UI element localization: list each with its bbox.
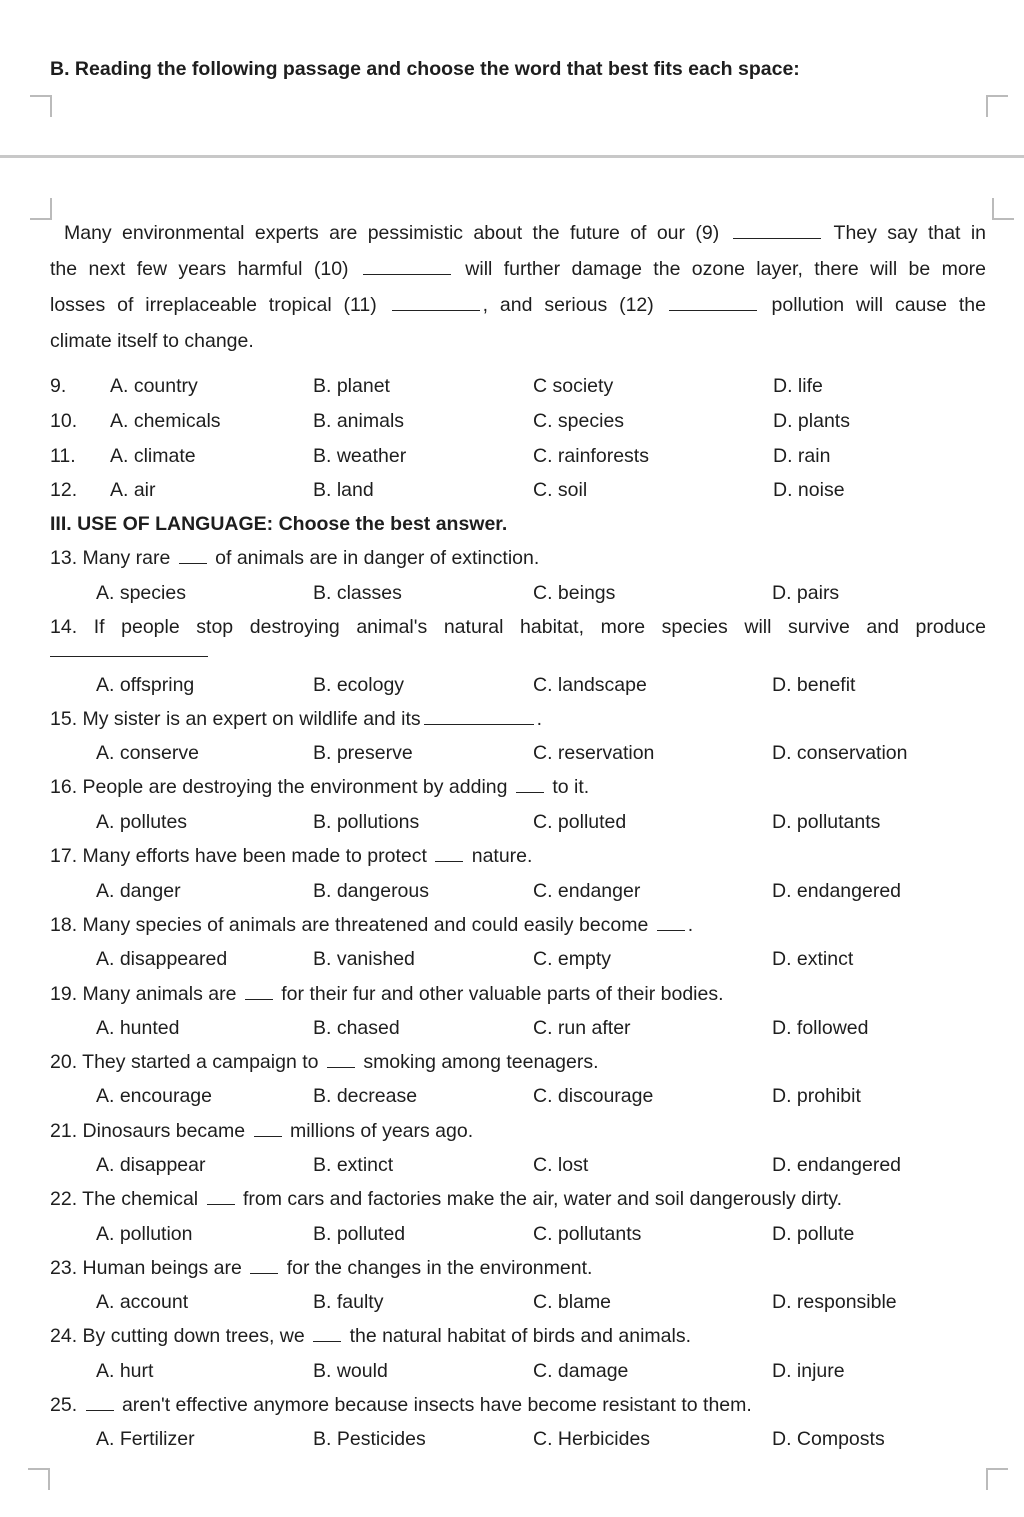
blank-12[interactable] — [669, 310, 757, 311]
option-b[interactable]: B. decrease — [313, 1085, 418, 1107]
crop-corner-mid-left — [30, 198, 52, 220]
stem-text: . — [687, 914, 694, 936]
stem-text: 22. The chemical — [50, 1188, 199, 1210]
crop-corner-top-right — [986, 95, 1008, 117]
option-d[interactable]: D. life — [773, 375, 823, 397]
option-a[interactable]: A. chemicals — [110, 410, 221, 432]
option-c[interactable]: C. lost — [533, 1154, 589, 1176]
stem-text: from cars and factories make the air, water and soil dangerously dirty. — [242, 1188, 842, 1210]
question-stem — [50, 1325, 691, 1348]
stem-text: 15. My sister is an expert on wildlife and its — [50, 708, 421, 730]
passage-line — [50, 294, 986, 317]
option-b[interactable]: B. preserve — [313, 742, 413, 764]
passage-line — [50, 258, 986, 281]
option-b[interactable]: B. land — [313, 479, 374, 501]
blank-9[interactable] — [733, 238, 821, 239]
option-c[interactable]: C. damage — [533, 1360, 629, 1382]
answer-blank[interactable] — [207, 1204, 235, 1205]
option-b[interactable]: B. classes — [313, 582, 402, 604]
option-c[interactable]: C. endanger — [533, 880, 641, 902]
passage-text: the next few years harmful (10) — [50, 258, 349, 280]
option-c[interactable]: C. reservation — [533, 742, 655, 764]
section-b-title: B. Reading the following passage and choose the word that best fits each space: — [50, 58, 800, 80]
option-c[interactable]: C. empty — [533, 948, 612, 970]
question-stem — [50, 914, 693, 937]
option-b[interactable]: B. pollutions — [313, 811, 420, 833]
stem-text: 16. People are destroying the environment by adding — [50, 776, 508, 798]
option-d[interactable]: D. endangered — [772, 1154, 902, 1176]
option-d[interactable]: D. prohibit — [772, 1085, 861, 1107]
option-d[interactable]: D. benefit — [772, 674, 856, 696]
question-number: 12. — [50, 479, 78, 501]
option-a[interactable]: A. account — [96, 1291, 189, 1313]
stem-text: 13. Many rare — [50, 547, 171, 569]
question-stem — [50, 845, 532, 868]
question-stem — [50, 708, 542, 731]
stem-text: . — [536, 708, 543, 730]
answer-blank[interactable] — [250, 1273, 278, 1274]
section-3-title: III. USE OF LANGUAGE: Choose the best answer. — [50, 513, 508, 535]
answer-blank[interactable] — [313, 1341, 341, 1342]
option-d[interactable]: D. endangered — [772, 880, 902, 902]
option-d[interactable]: D. responsible — [772, 1291, 897, 1313]
blank-11[interactable] — [392, 310, 480, 311]
crop-corner-mid-right — [992, 198, 1014, 220]
option-d[interactable]: D. extinct — [772, 948, 854, 970]
option-a[interactable]: A. country — [110, 375, 198, 397]
option-c[interactable]: C. polluted — [533, 811, 627, 833]
answer-blank[interactable] — [86, 1410, 114, 1411]
stem-text: nature. — [471, 845, 533, 867]
passage-line: climate itself to change. — [50, 330, 254, 352]
stem-text: for the changes in the environment. — [286, 1257, 593, 1279]
option-a[interactable]: A. Fertilizer — [96, 1428, 195, 1450]
answer-blank[interactable] — [424, 724, 534, 725]
stem-text: smoking among teenagers. — [363, 1051, 599, 1073]
question-stem — [50, 1188, 842, 1211]
option-a[interactable]: A. pollution — [96, 1223, 193, 1245]
question-stem: 14. If people stop destroying animal's natural habitat, more species will survive and produce — [50, 616, 986, 638]
question-stem — [50, 547, 539, 570]
question-number: 9. — [50, 375, 67, 397]
option-d[interactable]: D. pairs — [772, 582, 840, 604]
option-c[interactable]: C. blame — [533, 1291, 612, 1313]
option-b[interactable]: B. weather — [313, 445, 407, 467]
option-a[interactable]: A. hunted — [96, 1017, 180, 1039]
option-d[interactable]: D. pollute — [772, 1223, 855, 1245]
option-a[interactable]: A. encourage — [96, 1085, 213, 1107]
option-d[interactable]: D. followed — [772, 1017, 869, 1039]
answer-blank[interactable] — [327, 1067, 355, 1068]
option-c[interactable]: C. species — [533, 410, 625, 432]
stem-text: of animals are in danger of extinction. — [215, 547, 540, 569]
passage-text: Many environmental experts are pessimistic about the future of our (9) — [64, 222, 720, 244]
stem-text: millions of years ago. — [289, 1120, 474, 1142]
question-stem — [50, 1120, 473, 1143]
stem-text: the natural habitat of birds and animals. — [349, 1325, 692, 1347]
question-stem — [50, 1051, 599, 1074]
answer-blank[interactable] — [657, 930, 685, 931]
option-a[interactable]: A. pollutes — [96, 811, 188, 833]
option-a[interactable]: A. species — [96, 582, 186, 604]
option-b[interactable]: B. chased — [313, 1017, 400, 1039]
option-c[interactable]: C. Herbicides — [533, 1428, 651, 1450]
crop-corner-top-left — [30, 95, 52, 117]
option-a[interactable]: A. conserve — [96, 742, 199, 764]
option-c[interactable]: C. landscape — [533, 674, 647, 696]
option-d[interactable]: D. noise — [773, 479, 845, 501]
option-c[interactable]: C. run after — [533, 1017, 631, 1039]
option-b[interactable]: B. would — [313, 1360, 388, 1382]
passage-line — [50, 222, 986, 245]
option-a[interactable]: A. air — [110, 479, 156, 501]
option-b[interactable]: B. ecology — [313, 674, 405, 696]
question-number: 10. — [50, 410, 78, 432]
option-b[interactable]: B. extinct — [313, 1154, 394, 1176]
question-stem — [50, 1394, 752, 1417]
option-d[interactable]: D. rain — [773, 445, 831, 467]
stem-text: 20. They started a campaign to — [50, 1051, 319, 1073]
option-d[interactable]: D. pollutants — [772, 811, 881, 833]
question-stem — [50, 983, 724, 1006]
crop-corner-bottom-right — [986, 1468, 1008, 1490]
stem-text: 25. — [50, 1394, 78, 1416]
answer-blank[interactable] — [245, 999, 273, 1000]
option-d[interactable]: D. injure — [772, 1360, 845, 1382]
passage-text: They say that in — [833, 222, 986, 244]
option-c[interactable]: C society — [533, 375, 614, 397]
option-a[interactable]: A. disappear — [96, 1154, 206, 1176]
option-d[interactable]: D. conservation — [772, 742, 908, 764]
question-stem — [50, 1257, 592, 1280]
option-b[interactable]: B. vanished — [313, 948, 415, 970]
option-a[interactable]: A. danger — [96, 880, 181, 902]
stem-text: 18. Many species of animals are threatened and could easily become — [50, 914, 649, 936]
answer-blank[interactable] — [50, 656, 208, 657]
option-a[interactable]: A. climate — [110, 445, 196, 467]
stem-text: 23. Human beings are — [50, 1257, 242, 1279]
stem-text: 24. By cutting down trees, we — [50, 1325, 305, 1347]
question-number: 11. — [50, 445, 76, 467]
option-c[interactable]: C. pollutants — [533, 1223, 642, 1245]
stem-text: 19. Many animals are — [50, 983, 237, 1005]
answer-blank[interactable] — [516, 792, 544, 793]
page-divider — [0, 155, 1024, 158]
stem-text: 21. Dinosaurs became — [50, 1120, 246, 1142]
option-c[interactable]: C. soil — [533, 479, 588, 501]
option-b[interactable]: B. dangerous — [313, 880, 430, 902]
option-c[interactable]: C. discourage — [533, 1085, 654, 1107]
blank-10[interactable] — [363, 274, 451, 275]
option-d[interactable]: D. Composts — [772, 1428, 885, 1450]
answer-blank[interactable] — [179, 563, 207, 564]
option-c[interactable]: C. rainforests — [533, 445, 649, 467]
option-d[interactable]: D. plants — [773, 410, 850, 432]
stem-text: for their fur and other valuable parts of their bodies. — [281, 983, 724, 1005]
passage-text: will further damage the ozone layer, there will be more — [465, 258, 987, 280]
passage-text: , and serious (12) — [482, 294, 654, 316]
option-b[interactable]: B. polluted — [313, 1223, 406, 1245]
question-stem — [50, 776, 589, 799]
option-a[interactable]: A. hurt — [96, 1360, 154, 1382]
passage-text: pollution will cause the — [771, 294, 986, 316]
option-b[interactable]: B. faulty — [313, 1291, 384, 1313]
answer-blank[interactable] — [254, 1136, 282, 1137]
option-b[interactable]: B. Pesticides — [313, 1428, 426, 1450]
stem-text: aren't effective anymore because insects have become resistant to them. — [121, 1394, 752, 1416]
option-a[interactable]: A. disappeared — [96, 948, 228, 970]
option-c[interactable]: C. beings — [533, 582, 616, 604]
option-b[interactable]: B. planet — [313, 375, 390, 397]
stem-text: 17. Many efforts have been made to protect — [50, 845, 427, 867]
passage-text: losses of irreplaceable tropical (11) — [50, 294, 377, 316]
option-a[interactable]: A. offspring — [96, 674, 195, 696]
crop-corner-bottom-left — [28, 1468, 50, 1490]
answer-blank[interactable] — [435, 861, 463, 862]
option-b[interactable]: B. animals — [313, 410, 405, 432]
stem-text: to it. — [552, 776, 590, 798]
